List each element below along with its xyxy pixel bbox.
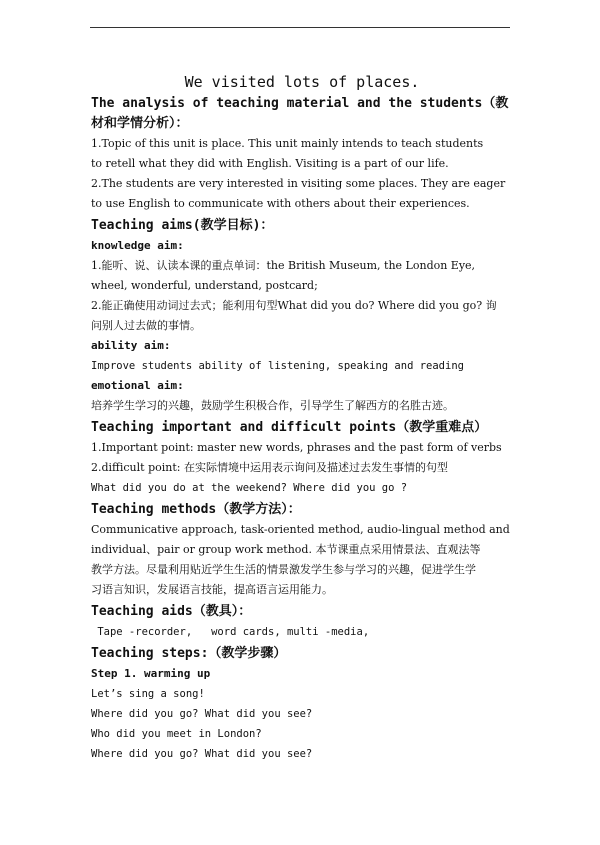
methods-line-4: 习语言知识，发展语言技能，提高语言运用能力。	[91, 583, 333, 596]
analysis-line-1: 1.Topic of this unit is place. This unit mainly intends to teach students	[91, 137, 484, 150]
points-heading: Teaching important and difficult points（教学重难点）	[91, 420, 488, 435]
points-line-1: 1.Important point: master new words, phrases and the past form of verbs	[91, 441, 502, 454]
analysis-line-2: to retell what they did with English. Visiting is a part of our life.	[91, 157, 449, 170]
analysis-heading: The analysis of teaching material and the students（教材和学情分析）：	[91, 96, 509, 131]
knowledge-line-4: 问别人过去做的事情。	[91, 319, 201, 332]
knowledge-aim-label: knowledge aim:	[91, 239, 184, 252]
methods-heading: Teaching methods（教学方法）：	[91, 502, 301, 517]
steps-line-1: Let’s sing a song!	[91, 688, 205, 700]
points-line-3: What did you do at the weekend? Where did you go ?	[91, 482, 408, 494]
methods-line-2: individual、pair or group work method. 本节课重点采用情景法、直观法等	[91, 543, 481, 556]
ability-aim-line: Improve students ability of listening, speaking and reading	[91, 360, 464, 372]
aids-heading: Teaching aids（教具）：	[91, 604, 252, 619]
points-line-2: 2.difficult point: 在实际情境中运用表示询问及描述过去发生事情的句型	[91, 461, 448, 474]
steps-line-4: Where did you go? What did you see?	[91, 748, 313, 760]
ability-aim-label: ability aim:	[91, 339, 171, 352]
top-rule	[90, 27, 510, 28]
lesson-plan	[91, 72, 513, 764]
aids-line: Tape -recorder, word cards, multi -media,	[91, 626, 370, 638]
methods-line-3: 教学方法。尽量利用贴近学生生活的情景激发学生参与学习的兴趣，促进学生学	[91, 563, 476, 576]
emotional-aim-line: 培养学生学习的兴趣，鼓励学生积极合作，引导学生了解西方的名胜古迹。	[91, 399, 454, 412]
steps-heading: Teaching steps:（教学步骤）	[91, 646, 287, 661]
aims-heading: Teaching aims(教学目标)：	[91, 218, 274, 233]
analysis-line-3: 2.The students are very interested in visiting some places. They are eager	[91, 177, 506, 190]
steps-line-2: Where did you go? What did you see?	[91, 708, 313, 720]
knowledge-line-3: 2.能正确使用动词过去式；能利用句型What did you do? Where did you go? 询	[91, 299, 497, 312]
knowledge-line-2: wheel, wonderful, understand, postcard;	[91, 279, 318, 292]
analysis-line-4: to use English to communicate with others about their experiences.	[91, 197, 470, 210]
knowledge-line-1: 1.能听、说、认读本课的重点单词：the British Museum, the London Eye,	[91, 259, 476, 272]
document-title: We visited lots of places.	[184, 73, 420, 91]
methods-line-1: Communicative approach, task-oriented method, audio-lingual method and	[91, 523, 510, 536]
emotional-aim-label: emotional aim:	[91, 379, 184, 392]
step1-label: Step 1. warming up	[91, 667, 211, 680]
steps-line-3: Who did you meet in London?	[91, 728, 262, 740]
